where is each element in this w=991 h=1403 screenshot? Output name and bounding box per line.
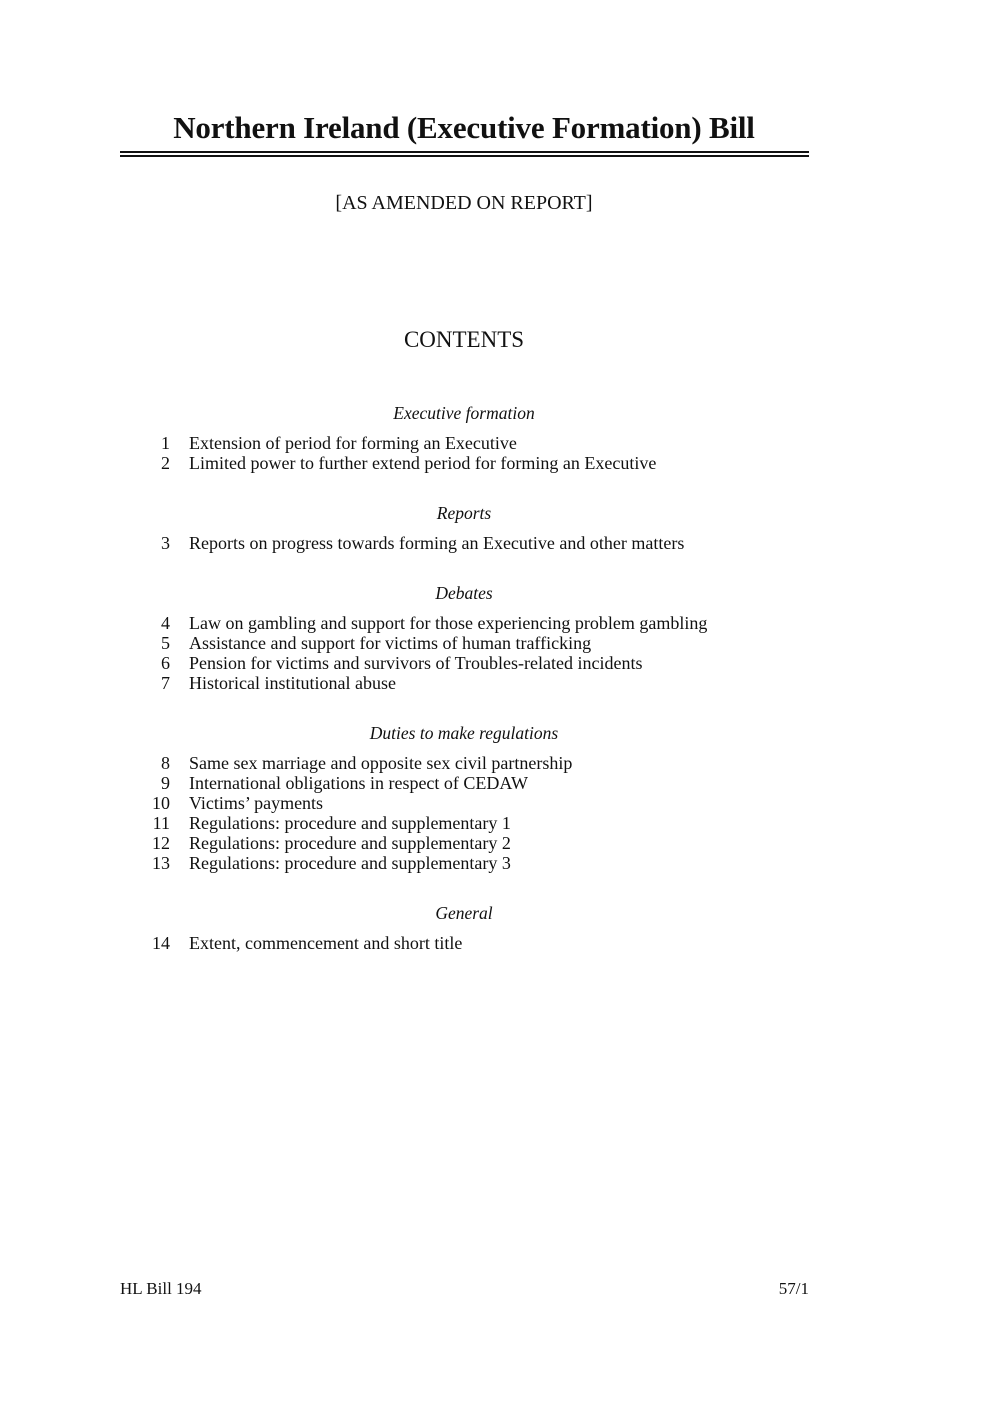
bill-status: [AS AMENDED ON REPORT] — [335, 192, 593, 214]
clause-title: Regulations: procedure and supplementary 1 — [189, 813, 511, 833]
clause-number: 11 — [152, 813, 170, 833]
section-heading: Executive formation — [393, 403, 535, 423]
contents-entry[interactable] — [130, 813, 511, 833]
clause-title: Regulations: procedure and supplementary 2 — [189, 833, 511, 853]
section-heading: Debates — [435, 583, 493, 603]
clause-title: Same sex marriage and opposite sex civil partnership — [189, 753, 573, 773]
contents-entry[interactable] — [130, 433, 517, 453]
footer-page-ref: 57/1 — [778, 1279, 809, 1298]
contents-entry[interactable] — [130, 653, 642, 673]
clause-title: Limited power to further extend period for forming an Executive — [189, 453, 657, 473]
title-rule-top — [120, 151, 809, 153]
clause-title: Pension for victims and survivors of Troubles-related incidents — [189, 653, 643, 673]
clause-title: Regulations: procedure and supplementary 3 — [189, 853, 511, 873]
clause-number: 12 — [152, 833, 170, 853]
contents-entry[interactable] — [130, 453, 656, 473]
clause-number: 1 — [161, 433, 170, 453]
clause-number: 6 — [161, 653, 170, 673]
clause-title: Historical institutional abuse — [189, 673, 396, 693]
clause-title: Extension of period for forming an Executive — [189, 433, 517, 453]
contents-entry[interactable] — [130, 833, 511, 853]
clause-number: 14 — [152, 933, 170, 953]
contents-entry[interactable] — [130, 773, 528, 793]
clause-title: Extent, commencement and short title — [189, 933, 463, 953]
clause-number: 10 — [152, 793, 170, 813]
clause-number: 2 — [161, 453, 170, 473]
section-heading: Reports — [436, 503, 492, 523]
clause-title: Victims’ payments — [189, 793, 324, 813]
section-heading: Duties to make regulations — [369, 723, 559, 743]
contents-entry[interactable] — [130, 633, 591, 653]
clause-number: 8 — [161, 753, 170, 773]
clause-title: Law on gambling and support for those experiencing problem gambling — [189, 613, 708, 633]
contents-entry[interactable] — [130, 613, 707, 633]
clause-number: 7 — [161, 673, 170, 693]
contents-entry[interactable] — [130, 533, 684, 553]
title-rule-bottom — [120, 155, 809, 157]
contents-entry[interactable] — [130, 673, 396, 693]
clause-title: Assistance and support for victims of human trafficking — [189, 633, 592, 653]
contents-heading: CONTENTS — [403, 327, 525, 352]
clause-number: 13 — [152, 853, 170, 873]
footer-bill-ref: HL Bill 194 — [120, 1279, 202, 1298]
clause-number: 5 — [161, 633, 170, 653]
clause-number: 4 — [161, 613, 170, 633]
clause-title: International obligations in respect of CEDAW — [189, 773, 528, 793]
contents-entry[interactable] — [130, 753, 572, 773]
clause-number: 3 — [161, 533, 170, 553]
contents-entry[interactable] — [130, 853, 511, 873]
section-heading: General — [435, 903, 493, 923]
bill-title: Northern Ireland (Executive Formation) Bill — [173, 110, 755, 145]
contents-entry[interactable] — [130, 933, 462, 953]
clause-title: Reports on progress towards forming an Executive and other matters — [189, 533, 685, 553]
contents-entry[interactable] — [130, 793, 323, 813]
clause-number: 9 — [161, 773, 170, 793]
